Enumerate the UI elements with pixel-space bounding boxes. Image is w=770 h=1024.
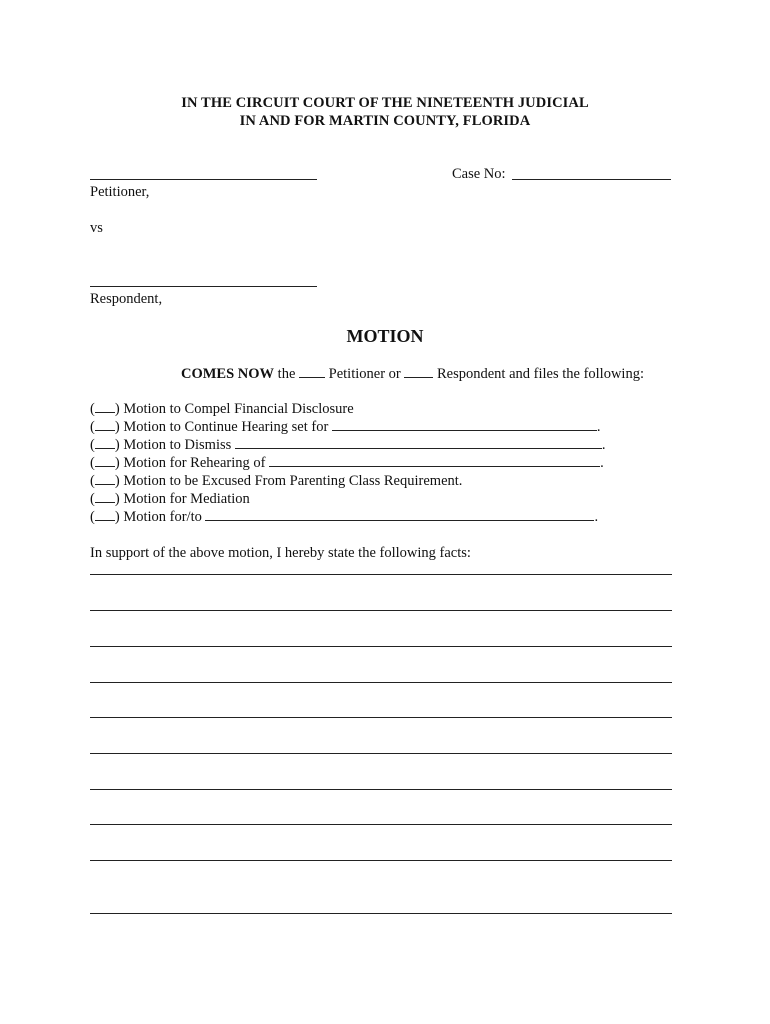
motion-label: Motion to be Excused From Parenting Class Requirement. [123,473,463,489]
facts-intro: In support of the above motion, I hereby state the following facts: [90,545,471,561]
rehearing-detail-field[interactable] [269,454,600,467]
period: . [596,419,601,435]
petitioner-label: Petitioner, [90,184,150,200]
motion-label: Motion for/to [123,509,202,525]
facts-line-9[interactable] [90,860,672,861]
comes-now-text: COMES NOW [181,366,275,382]
the-text: the [277,366,296,382]
option-checkbox[interactable]: ( ) [90,473,120,489]
facts-line-6[interactable] [90,753,672,754]
motion-label: Motion for Rehearing of [123,455,266,471]
motion-label: Motion to Compel Financial Disclosure [123,401,354,417]
facts-line-4[interactable] [90,682,672,683]
motion-option-rehearing[interactable] [90,454,604,472]
option-checkbox[interactable]: ( ) [90,491,120,507]
facts-line-10[interactable] [90,913,672,914]
court-header-line-2: IN AND FOR MARTIN COUNTY, FLORIDA [239,113,531,129]
facts-line-7[interactable] [90,789,672,790]
petitioner-checkbox-blank[interactable] [299,365,325,378]
facts-line-1[interactable] [90,574,672,575]
respondent-files-text: Respondent and files the following: [436,366,644,382]
option-checkbox[interactable]: ( ) [90,437,120,453]
petitioner-name-field[interactable] [90,179,317,180]
option-checkbox[interactable]: ( ) [90,455,120,471]
motion-option-mediation[interactable] [90,490,250,508]
comes-now-statement [181,365,644,383]
motion-option-parenting-class[interactable] [90,472,462,490]
option-checkbox[interactable]: ( ) [90,419,120,435]
motion-option-dismiss[interactable] [90,436,606,454]
option-checkbox[interactable]: ( ) [90,509,120,525]
motion-option-compel[interactable] [90,400,354,418]
period: . [600,455,604,471]
respondent-name-field[interactable] [90,286,317,287]
facts-line-5[interactable] [90,717,672,718]
case-no-field[interactable] [512,179,671,180]
motion-option-continue-hearing[interactable] [90,418,601,436]
petitioner-or-text: Petitioner or [328,366,401,382]
motion-label: Motion to Continue Hearing set for [123,419,329,435]
dismiss-detail-field[interactable] [235,436,602,449]
motion-label: Motion for Mediation [123,491,250,507]
hearing-date-field[interactable] [332,418,597,431]
motion-option-other[interactable] [90,508,598,526]
respondent-label: Respondent, [90,291,163,307]
document-title: MOTION [346,326,424,346]
other-motion-field[interactable] [205,508,594,521]
period: . [594,509,599,525]
facts-line-2[interactable] [90,610,672,611]
motion-label: Motion to Dismiss [123,437,232,453]
facts-line-8[interactable] [90,824,672,825]
respondent-checkbox-blank[interactable] [404,365,433,378]
facts-line-3[interactable] [90,646,672,647]
option-checkbox[interactable]: ( ) [90,401,120,417]
court-header-line-1: IN THE CIRCUIT COURT OF THE NINETEENTH JUDICIAL [181,95,589,111]
period: . [601,437,606,453]
case-no-label: Case No: [452,166,506,182]
vs-label: vs [90,220,103,236]
